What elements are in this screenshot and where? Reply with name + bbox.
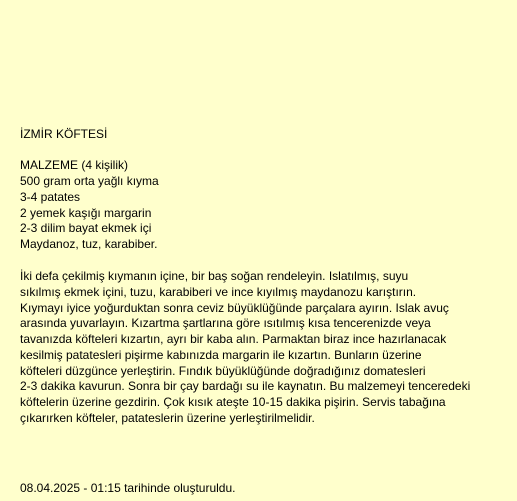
instruction-line: arasında yuvarlayın. Kızartma şartlarına göre ısıtılmış kısa tencerenizde veya — [20, 316, 431, 331]
created-timestamp: 08.04.2025 - 01:15 tarihinde oluşturuldu. — [20, 481, 236, 495]
ingredients-heading: MALZEME (4 kişilik) — [20, 158, 129, 172]
ingredient-item: 2-3 dilim bayat ekmek içi — [20, 221, 152, 236]
instructions-paragraph — [20, 269, 500, 427]
instruction-line: çıkarırken köfteler, patateslerin üzerine yerleştirilmelidir. — [20, 410, 315, 425]
instruction-line: İki defa çekilmiş kıymanın içine, bir baş soğan rendeleyin. Islatılmış, suyu — [20, 269, 409, 283]
ingredient-item: 3-4 patates — [20, 189, 81, 204]
instruction-line: tavanızda köfteleri kızartın, ayrı bir kaba alın. Parmaktan biraz ince hazırlanacak — [20, 332, 447, 346]
instruction-line: sıkılmış ekmek içini, tuzu, karabiberi ve ince kıyılmış maydanozu karıştırın. — [20, 284, 417, 299]
ingredients-list — [20, 174, 159, 253]
ingredient-item: 500 gram orta yağlı kıyma — [20, 174, 159, 188]
recipe-title: İZMİR KÖFTESİ — [20, 127, 108, 141]
ingredient-item: 2 yemek kaşığı margarin — [20, 205, 152, 220]
instruction-line: köftelerin üzerine gezdirin. Çok kısık ateşte 10-15 dakika pişirin. Servis tabağına — [20, 395, 446, 409]
instruction-line: 2-3 dakika kavurun. Sonra bir çay bardağı su ile kaynatın. Bu malzemeyi tenceredeki — [20, 379, 471, 394]
instruction-line: Kıymayı iyice yoğurduktan sonra ceviz büyüklüğünde parçalara ayırın. Islak avuç — [20, 300, 449, 315]
instruction-line: köfteleri düzgünce yerleştirin. Fındık büyüklüğünde doğradığınız domatesleri — [20, 363, 426, 378]
ingredient-item: Maydanoz, tuz, karabiber. — [20, 237, 158, 251]
instruction-line: kesilmiş patatesleri pişirme kabınızda margarin ile kızartın. Bunların üzerine — [20, 347, 422, 362]
